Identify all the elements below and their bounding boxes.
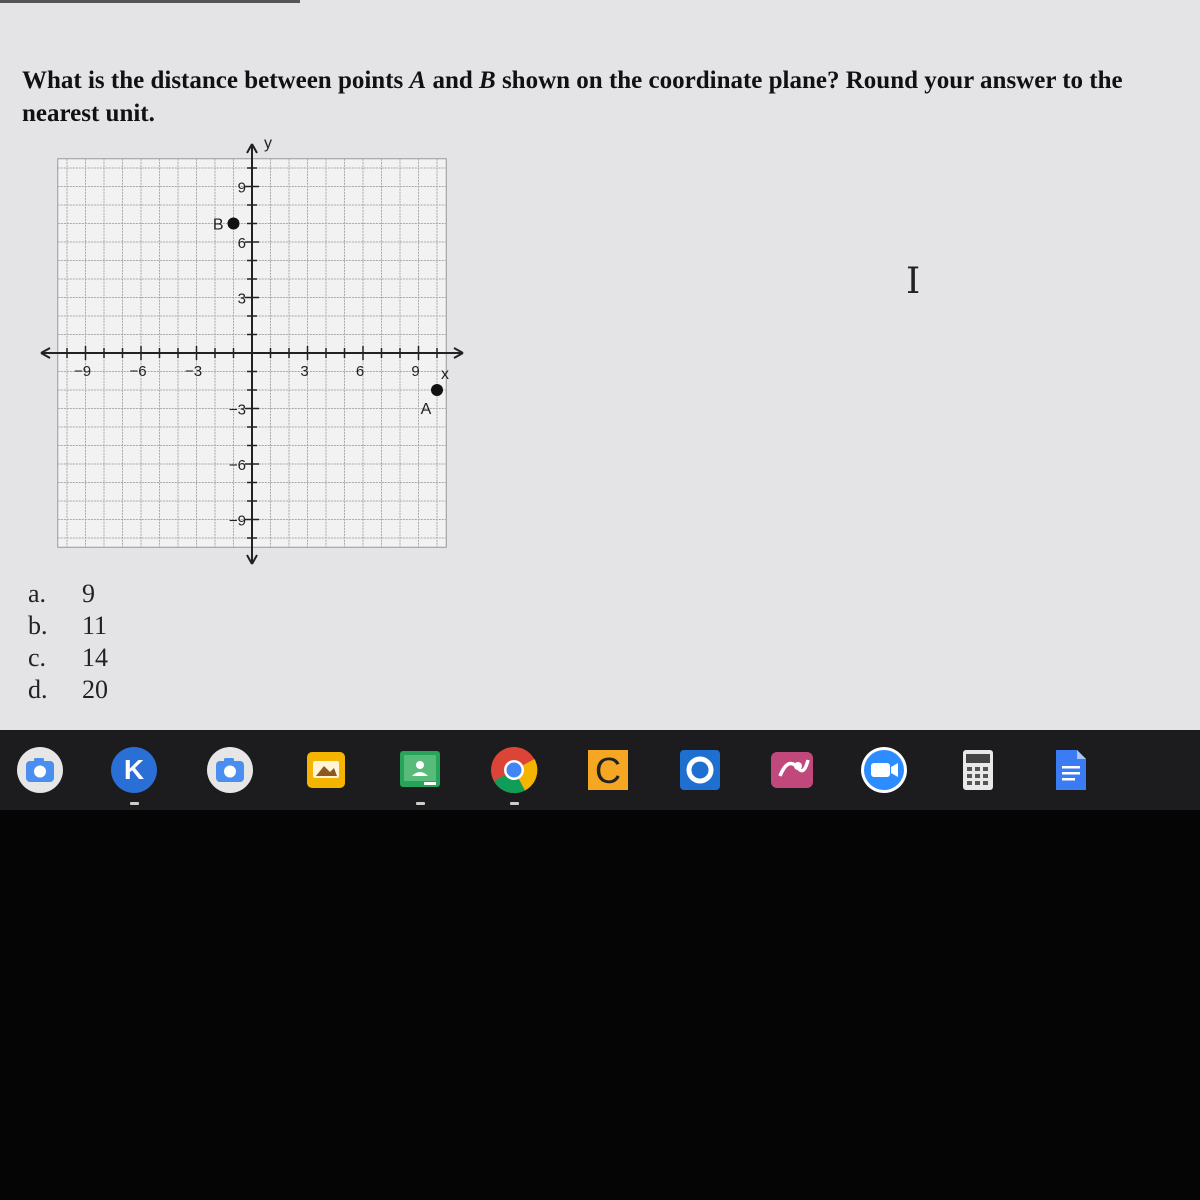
media-app-app-button[interactable] — [764, 742, 820, 798]
chrome-app-button[interactable] — [486, 742, 542, 798]
classroom-app-button[interactable] — [392, 742, 448, 798]
docs-icon — [1046, 746, 1094, 794]
y-tick-label: −6 — [228, 457, 246, 474]
camera-app-button[interactable] — [12, 742, 68, 798]
point-a — [431, 384, 443, 396]
coordinate-plane — [20, 120, 490, 580]
x-tick-label: −3 — [184, 363, 203, 380]
y-tick-label: 3 — [237, 290, 246, 308]
question-part-3: shown on the coordinate plane? Round your answer to the nearest unit. — [22, 67, 1123, 127]
choice-c[interactable] — [28, 642, 108, 674]
choice-letter: d. — [28, 675, 48, 704]
c-letter-app-button[interactable] — [580, 742, 636, 798]
o-letter-app-button[interactable] — [672, 742, 728, 798]
camera-app-button[interactable] — [202, 742, 258, 798]
camera-icon — [16, 746, 64, 794]
point-b-label: B — [212, 216, 224, 234]
calculator-icon — [954, 746, 1002, 794]
slides-icon — [302, 746, 350, 794]
zoom-icon — [860, 746, 908, 794]
top-divider — [0, 0, 300, 3]
question-point-a: A — [409, 67, 427, 94]
choice-b[interactable] — [28, 610, 108, 642]
k-letter-icon — [110, 746, 158, 794]
question-part-1: What is the distance between points — [22, 67, 410, 94]
running-indicator — [130, 802, 139, 805]
camera-icon — [206, 746, 254, 794]
k-letter-app-button[interactable] — [106, 742, 162, 798]
question-part-2: and — [426, 67, 480, 94]
taskbar — [0, 730, 1200, 810]
point-a-label: A — [420, 401, 432, 418]
choice-value: 14 — [82, 643, 108, 672]
x-tick-label: 6 — [355, 363, 365, 380]
choice-value: 9 — [82, 579, 95, 608]
choice-d[interactable] — [28, 674, 108, 706]
y-tick-label: −3 — [228, 401, 246, 419]
x-tick-label: −6 — [129, 363, 147, 380]
zoom-app-button[interactable] — [856, 742, 912, 798]
choice-letter: b. — [28, 611, 48, 640]
media-app-icon — [768, 746, 816, 794]
chrome-icon — [490, 746, 538, 794]
choice-letter: c. — [28, 643, 47, 672]
x-tick-label: −9 — [73, 363, 92, 380]
point-b — [228, 218, 240, 230]
text-cursor-icon: I — [906, 261, 921, 302]
x-axis-name: x — [441, 366, 449, 383]
choice-letter: a. — [28, 579, 47, 608]
o-letter-icon — [676, 746, 724, 794]
running-indicator — [416, 802, 425, 805]
question-point-b: B — [479, 67, 496, 94]
y-tick-label: 9 — [237, 179, 246, 197]
x-tick-label: 9 — [411, 363, 420, 380]
svg-text:K: K — [123, 754, 145, 785]
x-tick-label: 3 — [300, 363, 309, 380]
c-letter-icon — [584, 746, 632, 794]
y-tick-label: −9 — [228, 512, 246, 530]
y-tick-label: 6 — [237, 235, 246, 252]
slides-app-button[interactable] — [298, 742, 354, 798]
choice-value: 20 — [82, 675, 108, 704]
choice-value: 11 — [82, 611, 108, 640]
svg-text:C: C — [595, 750, 621, 791]
choice-a[interactable] — [28, 578, 108, 610]
answer-choices — [28, 578, 108, 706]
calculator-app-button[interactable] — [950, 742, 1006, 798]
docs-app-button[interactable] — [1042, 742, 1098, 798]
classroom-icon — [396, 746, 444, 794]
running-indicator — [510, 802, 519, 805]
y-axis-name: y — [264, 135, 272, 152]
